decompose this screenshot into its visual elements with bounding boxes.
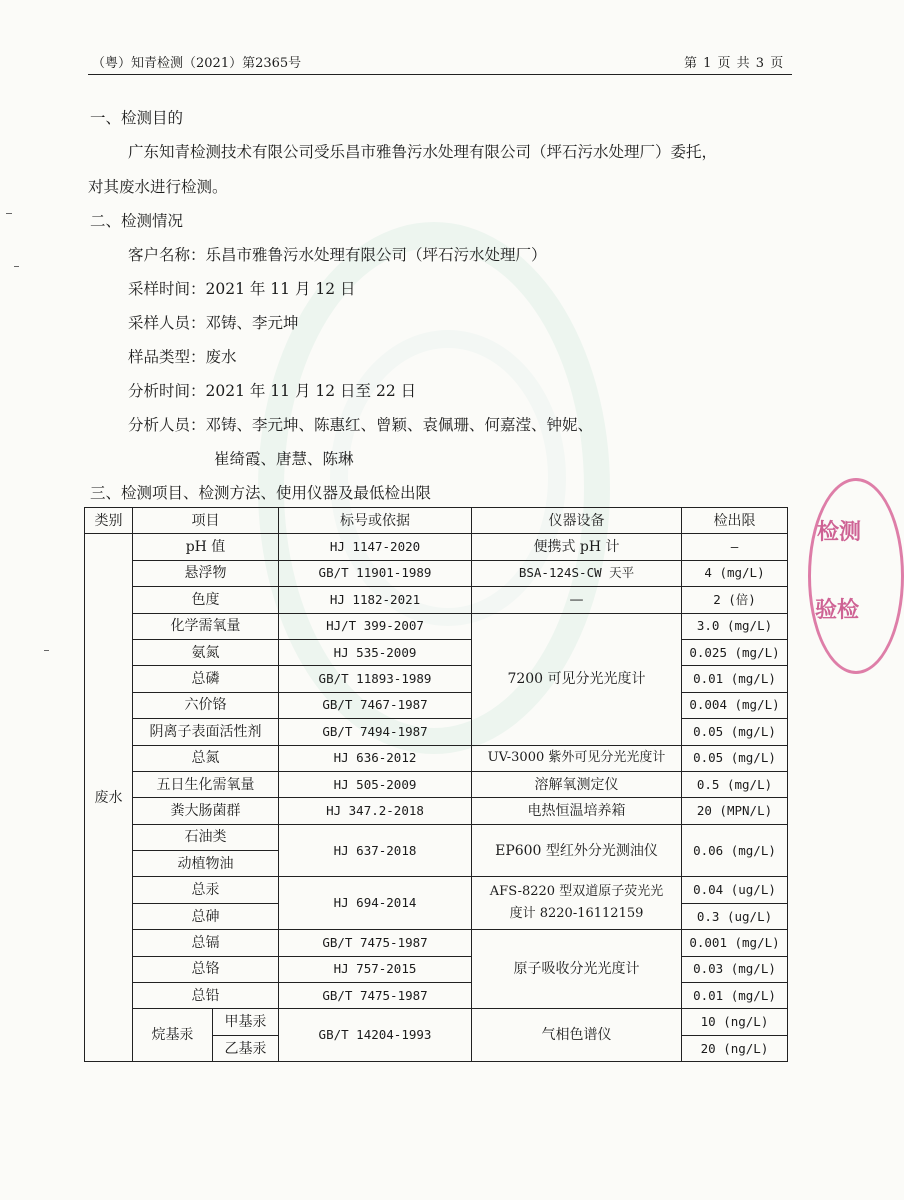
limit-cell: 0.05 (mg/L) <box>682 719 788 745</box>
header-divider <box>88 74 792 75</box>
instrument-cell: — <box>472 587 682 613</box>
table-row <box>85 798 788 824</box>
standard-cell: HJ 535-2009 <box>279 639 472 665</box>
table-header-row <box>85 508 788 534</box>
standard-cell: HJ 757-2015 <box>279 956 472 982</box>
limit-cell: 0.3 (ug/L) <box>682 903 788 929</box>
standard-cell: GB/T 11893-1989 <box>279 666 472 692</box>
standard-cell: GB/T 7475-1987 <box>279 930 472 956</box>
item-cell: 悬浮物 <box>133 560 279 586</box>
instrument-cell: 电热恒温培养箱 <box>472 798 682 824</box>
instrument-cell: 便携式 pH 计 <box>472 534 682 560</box>
scan-speck <box>44 650 49 651</box>
table-row <box>85 930 788 956</box>
item-cell: 五日生化需氧量 <box>133 771 279 797</box>
limit-cell: 3.0 (mg/L) <box>682 613 788 639</box>
item-cell: 总氮 <box>133 745 279 771</box>
official-seal <box>808 478 904 674</box>
instrument-afs-line-1: AFS-8220 型双道原子荧光光 <box>489 884 664 900</box>
table-row <box>85 587 788 613</box>
header-limit: 检出限 <box>682 508 788 534</box>
instrument-cell: 气相色谱仪 <box>472 1009 682 1062</box>
table-row <box>85 534 788 560</box>
limit-cell: 0.06 (mg/L) <box>682 824 788 877</box>
scan-speck <box>14 266 19 267</box>
instrument-cell: EP600 型红外分光测油仪 <box>472 824 682 877</box>
table-row <box>85 983 788 1009</box>
item-cell: 总铬 <box>133 956 279 982</box>
header-category: 类别 <box>85 508 133 534</box>
item-cell: 动植物油 <box>133 851 279 877</box>
instrument-cell: 7200 可见分光光度计 <box>472 613 682 745</box>
detection-methods-table <box>84 507 788 1062</box>
item-cell: 色度 <box>133 587 279 613</box>
alkylmercury-sub-1: 甲基汞 <box>213 1009 279 1035</box>
instrument-cell: UV-3000 紫外可见分光光度计 <box>472 745 682 771</box>
limit-cell: 0.025 (mg/L) <box>682 639 788 665</box>
alkylmercury-sub-2: 乙基汞 <box>213 1035 279 1061</box>
item-cell: 化学需氧量 <box>133 613 279 639</box>
standard-cell: HJ 636-2012 <box>279 745 472 771</box>
page-info: 第 1 页 共 3 页 <box>684 56 785 71</box>
item-cell: 六价铬 <box>133 692 279 718</box>
standard-cell: HJ 347.2-2018 <box>279 798 472 824</box>
table-row <box>85 745 788 771</box>
sample-type: 样品类型：废水 <box>128 348 237 366</box>
header-instrument: 仪器设备 <box>472 508 682 534</box>
instrument-cell: 溶解氧测定仪 <box>472 771 682 797</box>
client-name: 客户名称：乐昌市雅鲁污水处理有限公司（坪石污水处理厂） <box>128 246 547 264</box>
limit-cell: 4 (mg/L) <box>682 560 788 586</box>
item-cell: 粪大肠菌群 <box>133 798 279 824</box>
standard-cell: GB/T 7467-1987 <box>279 692 472 718</box>
standard-cell: HJ 1147-2020 <box>279 534 472 560</box>
item-cell: pH 值 <box>133 534 279 560</box>
limit-cell: 0.5 (mg/L) <box>682 771 788 797</box>
instrument-cell <box>472 877 682 930</box>
sampling-time: 采样时间：2021 年 11 月 12 日 <box>128 280 356 298</box>
item-cell: 阴离子表面活性剂 <box>133 719 279 745</box>
seal-text-2: 验检 <box>815 598 860 623</box>
section-1-text-line-2: 对其废水进行检测。 <box>88 178 228 196</box>
table-row <box>85 613 788 639</box>
limit-cell: 0.01 (mg/L) <box>682 983 788 1009</box>
section-1-title: 一、检测目的 <box>90 109 184 127</box>
item-cell: 总砷 <box>133 903 279 929</box>
standard-cell: GB/T 14204-1993 <box>279 1009 472 1062</box>
standard-cell: HJ 1182-2021 <box>279 587 472 613</box>
analysts-line-1: 分析人员：邓铸、李元坤、陈惠红、曾颖、袁佩珊、何嘉滢、钟妮、 <box>128 416 594 434</box>
item-cell: 总镉 <box>133 930 279 956</box>
table-row <box>85 824 788 850</box>
category-cell: 废水 <box>85 534 133 1062</box>
standard-cell: GB/T 7494-1987 <box>279 719 472 745</box>
standard-cell: HJ/T 399-2007 <box>279 613 472 639</box>
item-cell: 总磷 <box>133 666 279 692</box>
table-row <box>85 956 788 982</box>
table-row <box>85 719 788 745</box>
item-cell: 石油类 <box>133 824 279 850</box>
table-row <box>85 560 788 586</box>
analysts-line-2: 崔绮霞、唐慧、陈琳 <box>214 450 354 468</box>
instrument-cell: 原子吸收分光光度计 <box>472 930 682 1009</box>
limit-cell: 0.04 (ug/L) <box>682 877 788 903</box>
standard-cell: HJ 505-2009 <box>279 771 472 797</box>
limit-cell: 0.004 (mg/L) <box>682 692 788 718</box>
report-number: （粤）知青检测（2021）第2365号 <box>92 56 302 71</box>
limit-cell: 2 (倍) <box>682 587 788 613</box>
table-row <box>85 639 788 665</box>
table-row <box>85 666 788 692</box>
seal-text-1: 检测 <box>817 520 862 545</box>
limit-cell: 20 (MPN/L) <box>682 798 788 824</box>
item-cell: 总汞 <box>133 877 279 903</box>
limit-cell: — <box>682 534 788 560</box>
limit-cell: 0.05 (mg/L) <box>682 745 788 771</box>
standard-cell: HJ 637-2018 <box>279 824 472 877</box>
scan-speck <box>6 213 12 214</box>
alkylmercury-group-cell: 烷基汞 <box>133 1009 213 1062</box>
standard-cell: GB/T 7475-1987 <box>279 983 472 1009</box>
samplers: 采样人员：邓铸、李元坤 <box>128 314 299 332</box>
limit-cell: 0.03 (mg/L) <box>682 956 788 982</box>
item-cell: 氨氮 <box>133 639 279 665</box>
standard-cell: HJ 694-2014 <box>279 877 472 930</box>
table-row <box>85 877 788 903</box>
header-item: 项目 <box>133 508 279 534</box>
limit-cell: 0.01 (mg/L) <box>682 666 788 692</box>
table-row <box>85 771 788 797</box>
section-1-text-line-1: 广东知青检测技术有限公司受乐昌市雅鲁污水处理有限公司（坪石污水处理厂）委托， <box>128 143 718 161</box>
limit-cell: 10 (ng/L) <box>682 1009 788 1035</box>
table-row <box>85 1009 788 1035</box>
header-standard: 标号或依据 <box>279 508 472 534</box>
section-2-title: 二、检测情况 <box>90 212 184 230</box>
table-row <box>85 692 788 718</box>
item-cell: 总铅 <box>133 983 279 1009</box>
instrument-afs-line-2: 度计 8220-16112159 <box>509 906 644 922</box>
limit-cell: 0.001 (mg/L) <box>682 930 788 956</box>
section-3-title: 三、检测项目、检测方法、使用仪器及最低检出限 <box>90 484 432 502</box>
limit-cell: 20 (ng/L) <box>682 1035 788 1061</box>
analysis-time: 分析时间：2021 年 11 月 12 日至 22 日 <box>128 382 417 400</box>
standard-cell: GB/T 11901-1989 <box>279 560 472 586</box>
instrument-cell: BSA-124S-CW 天平 <box>472 560 682 586</box>
